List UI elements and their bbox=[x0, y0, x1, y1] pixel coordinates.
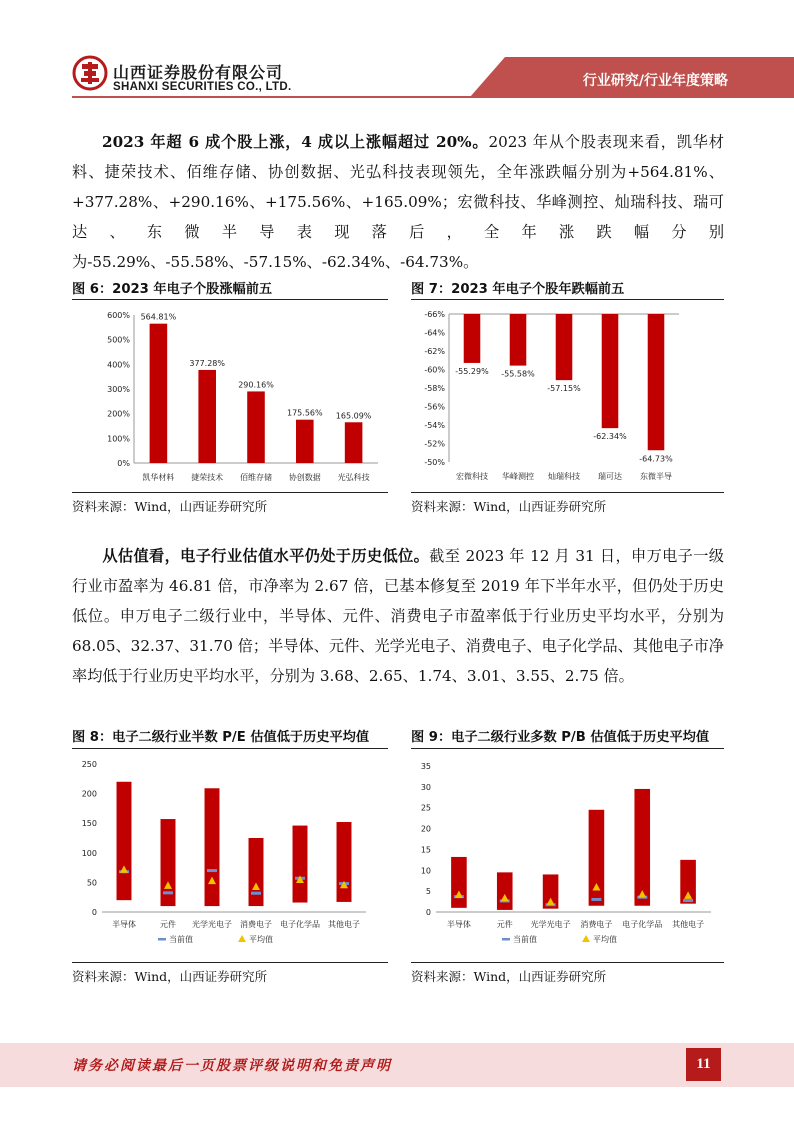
legend-current-label: 当前值 bbox=[513, 935, 537, 944]
y-tick-label: 20 bbox=[420, 824, 431, 834]
bar bbox=[556, 314, 573, 380]
page-header bbox=[0, 0, 794, 110]
x-tick-label: 电子化学品 bbox=[622, 920, 663, 929]
company-name-en: SHANXI SECURITIES CO., LTD. bbox=[113, 81, 292, 93]
paragraph-valuation bbox=[72, 541, 724, 691]
y-tick-label: 50 bbox=[86, 878, 97, 888]
x-tick-label: 佰维存储 bbox=[240, 473, 272, 482]
y-tick-label: 600% bbox=[107, 311, 130, 320]
data-label: -57.15% bbox=[547, 384, 581, 394]
paragraph-body: 2023 年从个股表现来看，凯华材料、捷荣技术、佰维存储、协创数据、光弘科技表现领先，全年涨跌幅分别为+564.81%、+377.28%、+290.16%、+175.56%、+165.09%；宏微科技、华峰测控、灿瑞科技、瑞可达、东微半导表现落后，全年涨跌幅分别为-55.29%、-55.58%、-57.15%、-62.34%、-64.73%。 bbox=[72, 133, 724, 271]
x-tick-label: 光弘科技 bbox=[337, 473, 370, 482]
legend-current-swatch bbox=[502, 938, 510, 941]
data-label: -62.34% bbox=[593, 432, 627, 442]
figure-6-bottom-rule bbox=[72, 492, 388, 493]
bar bbox=[296, 420, 314, 463]
y-tick-label: 150 bbox=[81, 819, 97, 829]
y-tick-label: -66% bbox=[424, 310, 445, 319]
x-tick-label: 华峰测控 bbox=[502, 472, 534, 481]
legend-current-swatch bbox=[158, 938, 166, 941]
current-value-marker bbox=[683, 899, 693, 902]
legend-average-label: 平均值 bbox=[593, 935, 617, 944]
x-tick-label: 电子化学品 bbox=[280, 920, 320, 929]
y-tick-label: 200% bbox=[107, 409, 130, 419]
data-label: -64.73% bbox=[639, 454, 673, 464]
current-value-marker bbox=[207, 869, 217, 872]
figure-7-top-rule bbox=[411, 299, 724, 300]
data-label: 165.09% bbox=[335, 411, 372, 421]
paragraph-body: 截至 2023 年 12 月 31 日，申万电子一级行业市盈率为 46.81 倍，市净率为 2.67 倍，已基本修复至 2019 年下半年水平，但仍处于历史低位。申万电子二级行业中，半导体、元件、消费电子市盈率低于行业历史平均水平，分别为 68.05、32.37、31.70 倍；半导体、元件、光学光电子、消费电子、电子化学品、其他电子市净率均低于行业历史平均水平，分别为 3.68、2.65、1.74、3.01、3.55、2.75 倍。 bbox=[72, 547, 724, 685]
y-tick-label: 250 bbox=[81, 760, 97, 769]
x-tick-label: 半导体 bbox=[112, 920, 136, 929]
bar bbox=[345, 422, 363, 463]
bar bbox=[247, 391, 265, 463]
figure-9-title: 图 9：电子二级行业多数 P/B 估值低于历史平均值 bbox=[411, 730, 710, 745]
paragraph-lead: 2023 年超 6 成个股上涨，4 成以上涨幅超过 20%。 bbox=[102, 133, 489, 151]
figure-7-bottom-rule bbox=[411, 492, 724, 493]
range-bar bbox=[497, 872, 513, 910]
y-tick-label: -60% bbox=[424, 365, 445, 375]
x-tick-label: 光学光电子 bbox=[530, 920, 571, 929]
figure-6-title: 图 6：2023 年电子个股涨幅前五 bbox=[72, 282, 273, 297]
figure-6-top-rule bbox=[72, 299, 388, 300]
disclaimer-notice: 请务必阅读最后一页股票评级说明和免责声明 bbox=[72, 1058, 392, 1074]
x-tick-label: 消费电子 bbox=[240, 920, 272, 929]
y-tick-label: 0 bbox=[91, 908, 97, 917]
range-bar bbox=[337, 822, 352, 902]
legend-average-swatch bbox=[238, 935, 246, 942]
x-tick-label: 半导体 bbox=[446, 920, 471, 929]
figure-8-bottom-rule bbox=[72, 962, 388, 963]
data-label: 175.56% bbox=[287, 408, 323, 418]
figure-9-chart bbox=[411, 752, 724, 957]
current-value-marker bbox=[591, 898, 601, 901]
chart-legend bbox=[502, 934, 617, 944]
y-tick-label: -58% bbox=[424, 384, 445, 393]
y-tick-label: 10 bbox=[420, 866, 431, 876]
x-tick-label: 瑞可达 bbox=[598, 472, 622, 481]
x-tick-label: 光学光电子 bbox=[192, 920, 232, 929]
figure-7-source: 资料来源：Wind，山西证券研究所 bbox=[411, 499, 607, 514]
page-footer bbox=[0, 1043, 794, 1087]
y-tick-label: 0% bbox=[117, 459, 130, 468]
paragraph-lead: 从估值看，电子行业估值水平仍处于历史低位。 bbox=[102, 547, 430, 565]
company-logo-icon bbox=[72, 55, 108, 91]
range-bar bbox=[589, 810, 605, 906]
range-bar bbox=[249, 838, 264, 906]
x-tick-label: 元件 bbox=[496, 920, 513, 929]
figure-6-source: 资料来源：Wind，山西证券研究所 bbox=[72, 499, 268, 514]
y-tick-label: -50% bbox=[424, 458, 445, 467]
y-tick-label: 200 bbox=[81, 789, 97, 799]
y-tick-label: 25 bbox=[420, 803, 431, 813]
current-value-marker bbox=[251, 892, 261, 895]
x-tick-label: 消费电子 bbox=[580, 920, 613, 929]
data-label: -55.58% bbox=[501, 369, 535, 379]
data-label: -55.29% bbox=[455, 366, 489, 376]
legend-average-swatch bbox=[582, 935, 590, 942]
y-tick-label: 100 bbox=[81, 848, 97, 858]
y-tick-label: 100% bbox=[107, 434, 130, 444]
x-tick-label: 元件 bbox=[160, 920, 176, 929]
figure-7-title: 图 7：2023 年电子个股年跌幅前五 bbox=[411, 282, 625, 297]
y-tick-label: -62% bbox=[424, 347, 445, 356]
y-tick-label: -64% bbox=[424, 328, 445, 338]
bar bbox=[648, 314, 665, 450]
range-bar bbox=[451, 857, 467, 908]
x-tick-label: 东微半导 bbox=[640, 472, 672, 481]
y-tick-label: 5 bbox=[425, 887, 431, 897]
x-tick-label: 协创数据 bbox=[288, 473, 321, 482]
y-tick-label: 15 bbox=[420, 845, 431, 855]
x-tick-label: 其他电子 bbox=[328, 920, 360, 929]
figure-9-source: 资料来源：Wind，山西证券研究所 bbox=[411, 969, 607, 984]
legend-average-label: 平均值 bbox=[249, 935, 273, 944]
y-tick-label: -52% bbox=[424, 439, 445, 449]
x-tick-label: 捷荣技术 bbox=[191, 473, 224, 482]
range-bar bbox=[293, 826, 308, 903]
bar bbox=[198, 370, 216, 463]
header-band bbox=[0, 0, 794, 110]
figure-6-chart bbox=[72, 302, 388, 488]
range-bar bbox=[205, 788, 220, 906]
range-bar bbox=[117, 782, 132, 900]
range-bar bbox=[634, 789, 650, 906]
bar bbox=[602, 314, 619, 428]
figure-9-bottom-rule bbox=[411, 962, 724, 963]
data-label: 564.81% bbox=[140, 312, 177, 322]
bar bbox=[510, 314, 527, 366]
figure-8-chart bbox=[72, 752, 388, 957]
paragraph-stock-performance bbox=[72, 127, 724, 277]
figure-8-top-rule bbox=[72, 748, 388, 749]
company-name-cn: 山西证券股份有限公司 bbox=[113, 63, 284, 82]
bar bbox=[150, 324, 168, 463]
y-tick-label: 30 bbox=[420, 782, 431, 792]
page-number: 11 bbox=[686, 1048, 721, 1081]
y-tick-label: -56% bbox=[424, 402, 445, 412]
y-tick-label: 0 bbox=[425, 908, 431, 917]
figure-9-top-rule bbox=[411, 748, 724, 749]
figure-8-title: 图 8：电子二级行业半数 P/E 估值低于历史平均值 bbox=[72, 730, 370, 745]
x-tick-label: 宏微科技 bbox=[456, 472, 488, 481]
y-tick-label: 500% bbox=[107, 335, 130, 345]
current-value-marker bbox=[163, 891, 173, 894]
report-category: 行业研究/行业年度策略 bbox=[582, 73, 728, 89]
x-tick-label: 凯华材料 bbox=[142, 473, 175, 482]
x-tick-label: 其他电子 bbox=[672, 920, 705, 929]
legend-current-label: 当前值 bbox=[169, 935, 193, 944]
y-tick-label: -54% bbox=[424, 421, 445, 430]
data-label: 377.28% bbox=[189, 358, 225, 368]
y-tick-label: 35 bbox=[420, 762, 431, 771]
bar bbox=[464, 314, 481, 363]
figure-7-chart bbox=[411, 302, 724, 488]
figure-8-source: 资料来源：Wind，山西证券研究所 bbox=[72, 969, 268, 984]
data-label: 290.16% bbox=[238, 380, 274, 390]
y-tick-label: 400% bbox=[107, 360, 130, 370]
chart-legend bbox=[158, 934, 273, 944]
y-tick-label: 300% bbox=[107, 385, 130, 394]
x-tick-label: 灿瑞科技 bbox=[548, 472, 580, 481]
